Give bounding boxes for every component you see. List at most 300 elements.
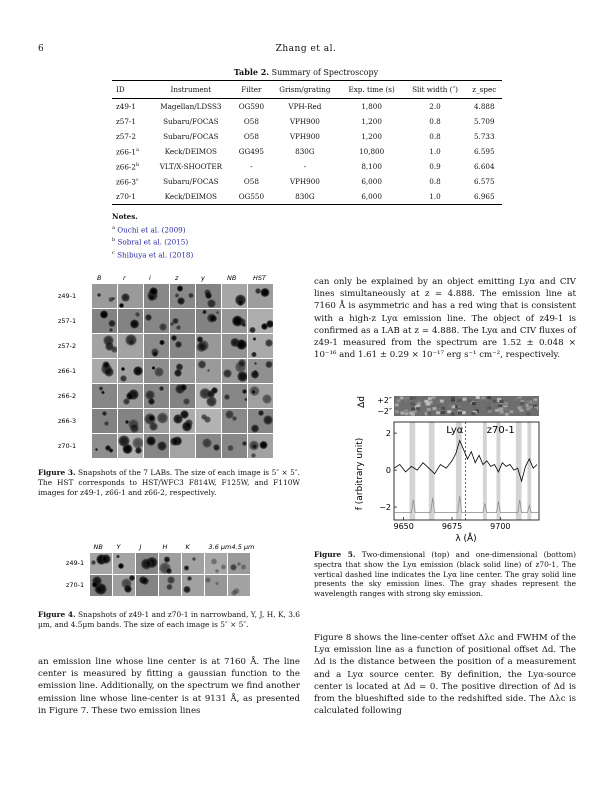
table-body — [112, 99, 502, 205]
table-cell — [149, 129, 233, 144]
source-blob — [95, 448, 99, 452]
thumbnail-image — [222, 309, 247, 333]
thumbnail-image — [205, 575, 227, 596]
source-blob — [244, 398, 247, 401]
source-blob — [172, 318, 179, 325]
spectroscopy-table — [112, 80, 502, 205]
source-blob — [101, 391, 105, 395]
source-blob — [207, 313, 216, 322]
table-row — [112, 144, 502, 159]
table-cell-text: O58 — [243, 117, 259, 126]
source-blob — [183, 586, 190, 593]
noise-pixel — [479, 399, 483, 402]
thumbnail-image — [182, 575, 204, 596]
source-blob — [207, 390, 215, 398]
source-blob — [252, 390, 255, 393]
source-blob — [215, 569, 219, 573]
note-item — [112, 235, 193, 247]
table-cell — [270, 144, 340, 159]
source-blob — [145, 390, 155, 400]
table-cell — [149, 174, 233, 189]
source-blob — [192, 557, 196, 561]
table-cell — [149, 144, 233, 159]
thumbnail-image — [136, 575, 158, 596]
thumbnail-image — [136, 553, 158, 574]
table-cell-text: 830G — [295, 147, 315, 156]
table-header-row — [112, 81, 502, 99]
source-blob — [157, 441, 167, 451]
table-cell-text: 6.595 — [473, 147, 495, 156]
source-blob — [252, 444, 257, 449]
table-cell-text: 0.9 — [429, 162, 441, 171]
row-label: z49-1 — [66, 559, 85, 567]
table-cell-text: z70-1 — [116, 192, 136, 201]
table-cell — [112, 189, 149, 205]
noise-pixel — [410, 403, 414, 406]
table-cell-text: VPH900 — [289, 117, 320, 126]
thumbnail-image — [118, 334, 143, 358]
noise-pixel — [487, 407, 491, 410]
thumbnail-image — [248, 334, 273, 358]
noise-pixel — [395, 410, 399, 413]
source-blob — [103, 335, 114, 346]
noise-pixel — [510, 410, 514, 413]
table-row — [112, 159, 502, 174]
noise-pixel — [448, 404, 452, 407]
y-axis-label: f (arbitrary unit) — [355, 437, 365, 511]
noise-pixel — [457, 405, 461, 408]
table-notes — [112, 212, 193, 260]
source-blob — [133, 366, 143, 376]
thumbnail-image — [248, 284, 273, 308]
table-cell-text: OG550 — [238, 192, 265, 201]
source-blob — [205, 577, 211, 583]
column-label: NB — [227, 274, 237, 282]
row-label: z66-3 — [58, 416, 77, 425]
table-cell — [270, 189, 340, 205]
noise-pixel — [406, 399, 410, 402]
table-cell — [467, 189, 502, 205]
table-cell-text: 830G — [295, 192, 315, 201]
source-blob — [265, 361, 273, 369]
noise-pixel — [400, 412, 404, 415]
noise-pixel — [518, 406, 522, 409]
thumbnail-image — [144, 409, 169, 433]
source-blob — [121, 367, 125, 371]
column-label: r — [123, 274, 126, 282]
thumbnail-image — [159, 575, 181, 596]
noise-pixel — [400, 396, 404, 399]
source-blob — [104, 421, 109, 426]
source-blob — [182, 421, 192, 431]
table-row — [112, 114, 502, 129]
table-cell — [233, 114, 270, 129]
source-blob — [104, 367, 114, 377]
thumbnail-image — [144, 284, 169, 308]
thumbnail-image — [92, 384, 117, 408]
table-cell-text: GG495 — [238, 147, 264, 156]
thumbnail-image — [196, 384, 221, 408]
source-blob — [166, 568, 172, 574]
thumbnail-image — [118, 284, 143, 308]
figure-5-caption — [314, 550, 576, 599]
source-blob — [241, 564, 247, 570]
table-cell-text: 6,000 — [361, 177, 382, 186]
table-cell-text: 1.0 — [429, 147, 441, 156]
source-blob — [251, 453, 256, 458]
thumbnail-image — [196, 309, 221, 333]
source-blob — [108, 320, 115, 327]
note-reference-link[interactable]: Ouchi et al. (2009) — [117, 225, 186, 235]
table-cell-text: Keck/DEIMOS — [164, 192, 217, 201]
thumbnail-image — [170, 309, 195, 333]
table-cell-text: 6.965 — [473, 192, 495, 201]
noise-pixel — [436, 411, 440, 414]
table-row — [112, 99, 502, 115]
source-blob — [91, 560, 96, 565]
table-cell — [340, 159, 404, 174]
thumbnail-image — [92, 434, 117, 458]
noise-pixel — [495, 409, 499, 412]
source-blob — [125, 420, 129, 424]
page-number: 6 — [38, 44, 44, 54]
table-cell — [112, 159, 149, 174]
row-label: z49-1 — [58, 291, 77, 300]
column-label: Y — [116, 543, 121, 551]
table-cell-text: VLT/X-SHOOTER — [159, 162, 222, 171]
figure-5-spectrum — [354, 392, 544, 544]
table-cell-text: Subaru/FOCAS — [163, 117, 219, 126]
thumbnail-image — [248, 384, 273, 408]
table-cell-text: 6,000 — [361, 192, 382, 201]
table-cell — [403, 189, 466, 205]
source-blob — [251, 424, 260, 433]
table-cell-text: 1,200 — [361, 117, 382, 126]
figure-4-caption-label: Figure 4. — [38, 610, 76, 619]
column-label: J — [139, 543, 142, 551]
thumbnail-image — [170, 334, 195, 358]
noise-pixel — [534, 401, 538, 404]
source-blob — [135, 312, 140, 317]
table-column-header: ID — [112, 81, 149, 99]
table-cell-text: z57-1 — [116, 117, 136, 126]
source-blob — [118, 563, 124, 569]
table-cell — [149, 99, 233, 115]
source-blob — [230, 564, 237, 571]
note-mark: a — [112, 225, 115, 231]
thumbnail-image — [92, 409, 117, 433]
table-cell-text: 1.0 — [429, 192, 441, 201]
source-blob — [215, 582, 218, 585]
table-cell — [149, 114, 233, 129]
source-blob — [92, 581, 99, 588]
source-blob — [232, 315, 243, 326]
table-cell — [112, 144, 149, 159]
table-cell — [403, 174, 466, 189]
thumbnail-image — [222, 409, 247, 433]
thumbnail-image — [118, 434, 143, 458]
table-cell-text: 10,800 — [359, 147, 385, 156]
note-mark: c — [112, 249, 115, 256]
row-label: z66-2 — [58, 391, 77, 400]
source-blob — [262, 394, 272, 404]
x-axis-label: λ (Å) — [455, 534, 477, 544]
row-label: z57-1 — [58, 316, 77, 325]
source-blob — [152, 351, 158, 357]
noise-pixel — [505, 413, 509, 416]
table-cell — [403, 99, 466, 115]
noise-pixel — [441, 407, 445, 410]
noise-pixel — [476, 396, 480, 399]
spectrum-2d-panel — [357, 396, 539, 416]
source-blob — [235, 294, 246, 305]
source-blob — [237, 371, 247, 382]
thumbnail-image — [196, 359, 221, 383]
figure-3-caption-text: Snapshots of the 7 LABs. The size of each image is 5″ × 5″. The HST corresponds to HST/WFC3 F814W, F125W, and F110W images for z49-1, z66-1 and z66-2, respectively. — [38, 468, 300, 497]
source-blob — [188, 293, 193, 298]
thumbnail-image — [159, 553, 181, 574]
source-blob — [166, 584, 172, 590]
column-label: z — [175, 274, 179, 282]
notes-title: Notes. — [112, 212, 138, 221]
column-label: B — [97, 274, 102, 282]
source-blob — [223, 369, 232, 378]
thumbnail-image — [170, 434, 195, 458]
noise-pixel — [487, 396, 491, 399]
noise-pixel — [395, 404, 399, 407]
noise-pixel — [405, 412, 409, 415]
spectrum-1d-panel — [379, 422, 539, 531]
thumbnail-image — [144, 309, 169, 333]
noise-pixel — [431, 396, 435, 399]
table-cell — [149, 189, 233, 205]
object-label: z70-1 — [486, 425, 515, 436]
table-cell-text: O58 — [243, 132, 259, 141]
column-label: 3.6 µm — [208, 543, 232, 551]
noise-pixel — [428, 397, 432, 400]
table-cell-text: 5.733 — [473, 132, 495, 141]
noise-pixel — [498, 404, 502, 407]
noise-pixel — [412, 397, 416, 400]
source-blob — [263, 415, 273, 426]
thumbnail-image — [222, 359, 247, 383]
table-cell — [112, 174, 149, 189]
noise-pixel — [457, 399, 461, 402]
source-blob — [184, 565, 189, 570]
table-cell-text: Magellan/LDSS3 — [160, 102, 222, 111]
noise-pixel — [518, 396, 522, 399]
source-blob — [202, 438, 212, 448]
source-blob — [99, 386, 103, 390]
thumbnail-image — [222, 384, 247, 408]
table-footnote-mark: c — [135, 176, 139, 183]
source-blob — [101, 554, 111, 564]
table-cell-text: 0.8 — [429, 132, 441, 141]
note-reference-link[interactable]: Sobral et al. (2015) — [117, 237, 189, 247]
table-caption-label: Table 2. — [233, 67, 270, 77]
thumbnail-image — [222, 284, 247, 308]
note-item — [112, 248, 193, 260]
figure-4-caption — [38, 610, 300, 630]
column-label: K — [185, 543, 190, 551]
figure-3-caption — [38, 468, 300, 497]
table-row — [112, 189, 502, 205]
noise-pixel — [417, 402, 421, 405]
table-column-header: Slit width (″) — [403, 81, 466, 99]
table-cell — [112, 114, 149, 129]
source-blob — [130, 319, 139, 328]
row-label: z70-1 — [66, 581, 85, 589]
source-blob — [224, 394, 230, 400]
thumbnail-image — [144, 434, 169, 458]
source-blob — [146, 436, 156, 446]
column-label: H — [162, 543, 168, 551]
thumbnail-image — [228, 553, 250, 574]
noise-pixel — [520, 402, 524, 405]
noise-pixel — [489, 400, 493, 403]
source-blob — [242, 441, 247, 446]
table-footnote-mark: b — [135, 161, 140, 168]
table-footnote-mark: a — [135, 146, 139, 153]
source-blob — [213, 444, 220, 451]
right-body-text-2: Figure 8 shows the line-center offset Δλc and FWHM of the Lyα emission line as a function of positional offset Δd. The Δd is the distance between the position of a measurement and a Lyα source center. By definition, the Lyα-source center is located at Δd = 0. The positive direction of Δd is from the blueshifted side to the redshifted side. The Δλc is calculated following — [314, 633, 576, 717]
source-blob — [109, 328, 113, 332]
source-blob — [249, 327, 256, 333]
figure-3-caption-label: Figure 3. — [38, 468, 76, 477]
row-label: z57-2 — [58, 341, 77, 350]
noise-pixel — [411, 413, 415, 416]
table-cell — [340, 144, 404, 159]
table-cell-text: Keck/DEIMOS — [164, 147, 217, 156]
source-blob — [258, 410, 264, 416]
source-blob — [198, 360, 207, 369]
figure-5-caption-label: Figure 5. — [314, 550, 356, 559]
table-cell — [340, 174, 404, 189]
y-tick-label: −2 — [379, 503, 391, 513]
table-column-header: Grism/grating — [270, 81, 340, 99]
table-cell — [270, 159, 340, 174]
table-cell — [340, 99, 404, 115]
noise-pixel — [515, 401, 519, 404]
column-label: HST — [253, 274, 266, 282]
thumbnail-image — [170, 359, 195, 383]
table-cell-text: VPH900 — [289, 132, 320, 141]
table-cell — [233, 189, 270, 205]
table-cell-text: - — [303, 162, 307, 171]
thumbnail-image — [228, 575, 250, 596]
column-label: y — [201, 274, 205, 282]
table-cell-text: VPH-Red — [288, 102, 322, 111]
table-cell — [270, 129, 340, 144]
table-cell-text: Subaru/FOCAS — [163, 177, 219, 186]
source-blob — [207, 369, 210, 372]
table-column-header: Instrument — [149, 81, 233, 99]
source-blob — [100, 310, 108, 318]
top-tick-minus: −2″ — [377, 407, 392, 416]
table-cell-text: z66-1 — [116, 147, 136, 157]
thumbnail-image — [196, 284, 221, 308]
noise-pixel — [436, 401, 440, 404]
thumbnail-image — [248, 359, 273, 383]
thumbnail-image — [196, 334, 221, 358]
row-label: z70-1 — [58, 441, 77, 450]
source-blob — [108, 297, 114, 303]
noise-pixel — [514, 398, 518, 401]
table-cell — [467, 144, 502, 159]
source-blob — [111, 346, 117, 353]
table-cell-text: 6.575 — [473, 177, 495, 186]
table-column-header: Exp. time (s) — [340, 81, 404, 99]
source-blob — [202, 310, 207, 315]
source-blob — [180, 384, 187, 391]
table-cell — [149, 159, 233, 174]
noise-pixel — [491, 403, 495, 406]
thumbnail-image — [90, 575, 112, 596]
table-cell — [340, 114, 404, 129]
source-blob — [180, 410, 189, 419]
note-item — [112, 223, 193, 235]
thumbnail-image — [118, 309, 143, 333]
table-cell-text: 0.8 — [429, 177, 441, 186]
source-blob — [207, 299, 216, 308]
noise-pixel — [437, 404, 441, 407]
table-column-header: z_spec — [467, 81, 502, 99]
table-cell — [233, 144, 270, 159]
top-tick-plus: +2″ — [377, 396, 392, 405]
note-reference-link[interactable]: Shibuya et al. (2018) — [117, 250, 194, 260]
source-blob — [174, 369, 182, 377]
source-blob — [187, 576, 192, 581]
thumbnail-image — [92, 334, 117, 358]
table-cell — [403, 159, 466, 174]
table-cell — [403, 129, 466, 144]
table-cell-text: - — [250, 162, 253, 171]
noise-pixel — [500, 411, 504, 414]
thumbnail-image — [170, 384, 195, 408]
source-blob — [132, 437, 143, 449]
source-blob — [236, 339, 247, 350]
source-blob — [125, 334, 137, 346]
table-cell-text: 2.0 — [429, 102, 441, 111]
noise-pixel — [462, 411, 466, 414]
table-cell — [233, 159, 270, 174]
table-cell-text: z49-1 — [116, 102, 136, 111]
table-cell — [233, 99, 270, 115]
thumbnail-image — [222, 434, 247, 458]
thumbnail-image — [170, 284, 195, 308]
table-cell — [467, 114, 502, 129]
source-blob — [154, 367, 164, 377]
source-blob — [265, 339, 273, 347]
noise-pixel — [495, 413, 499, 416]
table-cell-text: z57-2 — [116, 132, 136, 141]
noise-pixel — [428, 412, 432, 415]
source-blob — [266, 320, 273, 328]
running-head: Zhang et al. — [275, 44, 337, 54]
thumbnail-image — [205, 553, 227, 574]
table-cell — [233, 174, 270, 189]
source-blob — [120, 375, 127, 382]
source-blob — [159, 386, 164, 391]
noise-pixel — [472, 412, 476, 415]
source-blob — [260, 288, 269, 297]
table-cell-text: Subaru/FOCAS — [163, 132, 219, 141]
source-blob — [141, 558, 152, 569]
table-row — [112, 174, 502, 189]
thumbnail-image — [113, 553, 135, 574]
x-tick-label: 9700 — [490, 522, 511, 531]
source-blob — [128, 419, 139, 430]
